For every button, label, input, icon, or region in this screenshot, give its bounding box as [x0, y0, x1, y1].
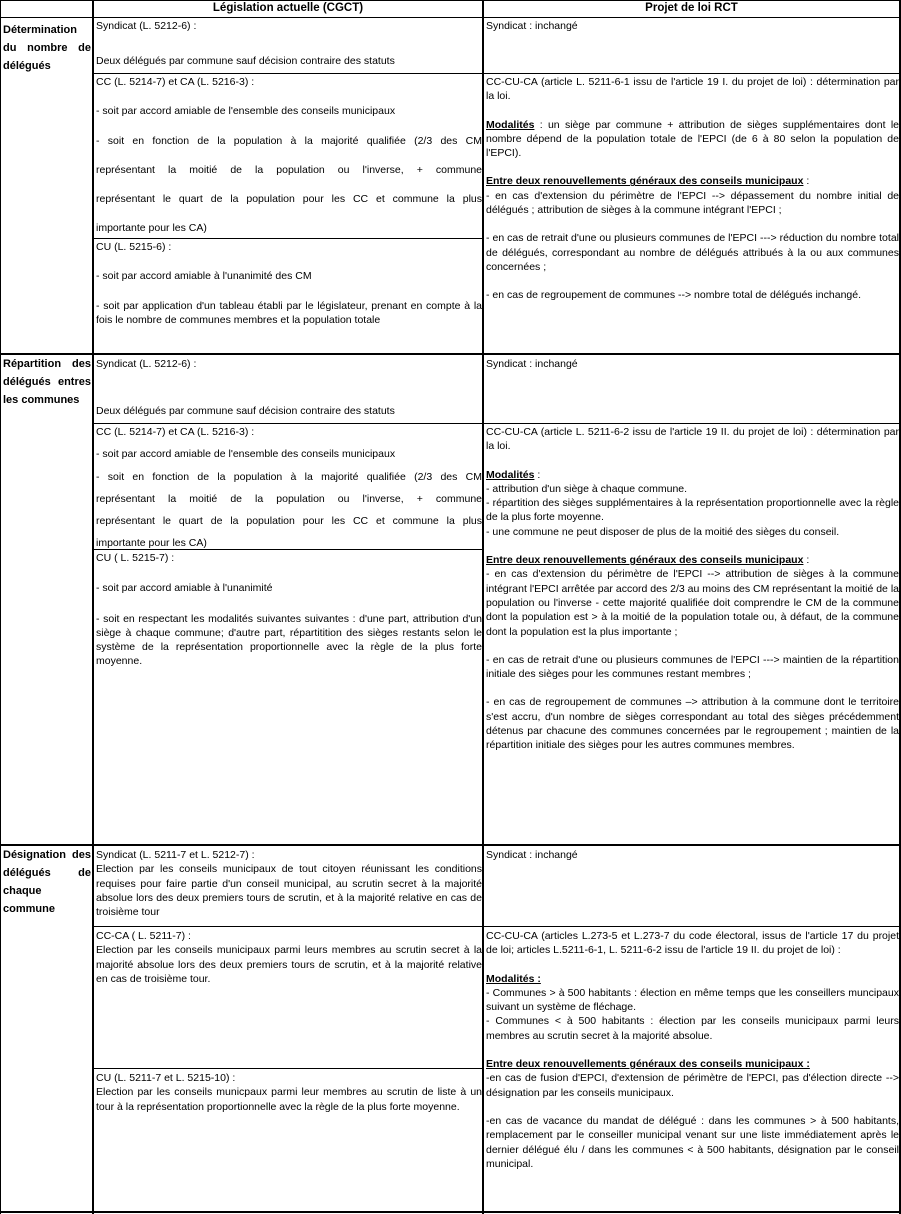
cell-line: - soit en fonction de la population à la majorité qualifiée (2/3 des CM — [96, 134, 482, 147]
list-item: - en cas de retrait d'une ou plusieurs communes de l'EPCI ---> maintien de la répartition initiale des sièges pour les communes restant membres ; — [486, 653, 899, 681]
cell-text: Syndicat : inchangé — [486, 849, 578, 861]
cell-title: CC (L. 5214-7) et CA (L. 5216-3) : — [96, 76, 255, 88]
list-item: - en cas de regroupement de communes --> nombre total de délégués inchangé. — [486, 289, 862, 302]
project-syndicat — [486, 19, 898, 73]
list-item: -en cas de vacance du mandat de délégué : dans les communes > à 500 habitants, remplacement par le conseiller municipal venant sur une liste immédiatement après le dernier délégué élu / dans les communes < à 500 habitants, désignation par le conseil municipal. — [486, 1114, 899, 1170]
cell-line: - soit en respectant les modalités suivantes suivantes : d'une part, attribution d'un siège à chaque commune; d'autre part, répartitition des sièges restants selon le système de la représentation proportionnelle avec la règle de la plus forte moyenne. — [96, 612, 482, 668]
cell-line: représentant la moitié de la population ou l'inverse, + commune — [96, 492, 482, 505]
row-divider — [483, 926, 900, 927]
list-item: - en cas d'extension du périmètre de l'EPCI --> attribution de sièges à la commune intégrant l'EPCI arrêtée par accord des 2/3 au moins des CM représentant la moitié de la population ou l'inverse - cette majorité qualifiée doit comprendre le CM de la commune dont la population est > à la moitié de la population totale ou, à défaut, de la commune dont la population est la plus importante ; — [486, 568, 899, 638]
cell-line: - soit par accord amiable de l'ensemble des conseils municipaux — [96, 105, 396, 118]
modalites-label: Modalités — [486, 118, 535, 131]
cell-line: Deux délégués par commune sauf décision contraire des statuts — [96, 55, 395, 68]
project-cc-cu-ca — [486, 929, 899, 1211]
cell-line: - soit en fonction de la population à la majorité qualifiée (2/3 des CM — [96, 470, 482, 483]
row-divider — [93, 1068, 483, 1069]
cell-line: Election par les conseils municpaux parmi leur membres au scrutin de liste à un tour à la représentation proportionnelle avec la règle de la plus forte moyenne. — [96, 1086, 482, 1113]
col-divider-1 — [92, 0, 94, 1214]
cell-title: Syndicat (L. 5212-6) : — [96, 20, 197, 32]
row-divider — [93, 423, 483, 424]
entre-label: Entre deux renouvellements généraux des conseils municipaux — [486, 175, 804, 188]
current-cc-ca — [96, 929, 482, 1068]
row-divider — [93, 238, 483, 239]
row-divider — [93, 926, 483, 927]
current-syndicat — [96, 848, 482, 926]
section-label: Détermination du nombre de délégués — [3, 24, 91, 72]
modalites-text: : un siège par commune + attribution de sièges supplémentaires dont le nombre dépend de la population totale de l'EPCI (de 6 à 80 selon la population de l'EPCI). — [486, 118, 899, 160]
row-divider — [93, 549, 483, 550]
cell-line: - soit par accord amiable de l'ensemble des conseils municipaux — [96, 448, 396, 461]
list-item: - en cas de regroupement de communes –> attribution à la commune dont le territoire s'est accru, d'un nombre de sièges correspondant au total des sièges précédemment détenus par chacune des communes concernées par le regroupement ; maintien de la répartition initiale des sièges pour les autres communes membres. — [486, 696, 899, 752]
cell-line: Election par les conseils municipaux de tout citoyen réunissant les conditions requises pour faire partie d'un conseil municipal, au scrutin secret à la majorité absolue lors des deux premiers tours de scrutin, et à la majorité relative en cas de troisième tour — [96, 863, 482, 919]
intro-text: CC-CU-CA (article L. 5211-6-1 issu de l'article 19 I. du projet de loi) : détermination par la loi. — [486, 76, 899, 103]
cell-line: - soit par application d'un tableau établi par le législateur, prenant en compte à la fois le nombre de communes membres et la population totale — [96, 299, 482, 326]
list-item: - attribution d'un siège à chaque commune. — [486, 482, 688, 495]
cell-line: importante pour les CA) — [96, 537, 207, 549]
section-label: Répartition des délégués entres les communes — [3, 358, 91, 406]
current-cu — [96, 240, 482, 352]
row-divider — [483, 423, 900, 424]
modalites-text: : — [534, 468, 541, 481]
list-item: - Communes < à 500 habitants : élection par les conseils municipaux parmi leurs membres au scrutin secret à la majorité absolue. — [486, 1015, 899, 1042]
cell-title: CC-CA ( L. 5211-7) : — [96, 930, 191, 942]
border-bottom — [0, 1211, 901, 1213]
cell-text: Syndicat : inchangé — [486, 20, 578, 32]
current-cc-ca — [96, 75, 482, 238]
cell-title: CU ( L. 5215-7) : — [96, 552, 175, 564]
header-divider — [0, 17, 901, 18]
current-syndicat — [96, 19, 482, 73]
cell-title: CU (L. 5211-7 et L. 5215-10) : — [96, 1072, 236, 1084]
col-divider-2 — [482, 0, 484, 1214]
cell-line: - soit par accord amiable à l'unanimité des CM — [96, 270, 312, 283]
intro-text: CC-CU-CA (articles L.273-5 et L.273-7 du code électoral, issus de l'article 17 du projet de loi; articles L.5211-6-1, L. 5211-6-2 issu de l'article 19 II. du projet de loi) : — [486, 930, 899, 957]
cell-title: CC (L. 5214-7) et CA (L. 5216-3) : — [96, 426, 255, 438]
project-cc-cu-ca: CC-CU-CA (article L. 5211-6-1 issu de l'article 19 I. du projet de loi) : détermination par la loi. Modalités : un siège par commune + attribution de sièges supplémentaires dont le nombre dépend de la population totale de l'EPCI (de 6 à 80 selon la population de l'EPCI). Entre deux renouvellements généraux des conseils municipaux : - en cas d'extension du périmètre de l'EPCI --> dépassement du nombre initial de délégués ; attribution de sièges à la commune intégrant l'EPCI ; - en cas de retrait d'une ou plusieurs communes de l'EPCI ---> réduction du nombre total de délégués, correspondant au nombre de délégués attribués à la ou aux communes concernées ; - en cas de regroupement de communes --> nombre total de délégués inchangé. — [486, 76, 899, 302]
list-item: - en cas de retrait d'une ou plusieurs communes de l'EPCI ---> réduction du nombre total de délégués, correspondant au nombre de délégués attribués à la ou aux communes concernées ; — [486, 232, 899, 273]
cell-line: représentant la moitié de la population ou l'inverse, + commune — [96, 163, 482, 176]
section-divider-1 — [0, 353, 901, 355]
project-syndicat — [486, 848, 898, 926]
cell-title: Syndicat (L. 5211-7 et L. 5212-7) : — [96, 849, 255, 861]
row-divider — [93, 73, 483, 74]
current-cu — [96, 1071, 482, 1211]
list-item: -en cas de fusion d'EPCI, d'extension de périmètre de l'EPCI, pas d'élection directe --> désignation par les conseils municipaux. — [486, 1072, 899, 1099]
cell-line: importante pour les CA) — [96, 222, 207, 235]
row-divider — [483, 73, 900, 74]
entre-label: Entre deux renouvellements généraux des conseils municipaux : — [486, 1058, 810, 1071]
cell-line: Election par les conseils municipaux parmi leurs membres au scrutin secret à la majorité absolue lors des deux premiers tours de scrutin, et à la majorité relative en cas de troisième tour. — [96, 944, 482, 985]
cell-line: Deux délégués par commune sauf décision contraire des statuts — [96, 405, 395, 418]
current-cc-ca — [96, 425, 482, 549]
list-item: - une commune ne peut disposer de plus de la moitié des sièges du conseil. — [486, 525, 840, 538]
list-item: - Communes > à 500 habitants : élection en même temps que les conseillers muncipaux suivant un système de fléchage. — [486, 986, 899, 1014]
section-divider-2 — [0, 844, 901, 846]
border-left — [0, 0, 1, 1214]
cell-line: représentant le quart de la population pour les CC et commune la plus — [96, 515, 482, 528]
intro-text: CC-CU-CA (article L. 5211-6-2 issu de l'article 19 II. du projet de loi) : détermination par la loi. — [486, 426, 899, 453]
cell-line: représentant le quart de la population pour les CC et commune la plus — [96, 193, 482, 206]
project-cc-cu-ca: CC-CU-CA (article L. 5211-6-2 issu de l'article 19 II. du projet de loi) : détermination par la loi. Modalités : - attribution d'un siège à chaque commune. - répartition des sièges supplémentaires à la représentation proportionnelle avec la règle de la plus forte moyenne. - une commune ne peut disposer de plus de la moitié des sièges du conseil. Entre deux renouvellements généraux des conseils municipaux : - en cas d'extension du périmètre de l'EPCI --> attribution de sièges à la commune intégrant l'EPCI arrêtée par accord des 2/3 au moins des CM représentant la moitié de la population ou l'inverse - cette majorité qualifiée doit comprendre le CM de la commune dont la population est > à la moitié de la population totale ou, à défaut, de la commune dont la population est la plus importante ; - en cas de retrait d'une ou plusieurs communes de l'EPCI ---> maintien de la répartition initiale des sièges pour les communes restant membres ; - en cas de regroupement de communes –> attribution à la commune dont le territoire s'est accru, d'un nombre de sièges correspondant au total des sièges précédemment détenus par chacune des communes concernées par le regroupement ; maintien de la répartition initiale des sièges pour les autres communes membres. — [486, 426, 899, 752]
header-col-current: Législation actuelle (CGCT) — [212, 2, 364, 14]
modalites-label: Modalités : — [486, 972, 541, 985]
entre-label: Entre deux renouvellements généraux des conseils municipaux — [486, 554, 804, 567]
current-syndicat — [96, 357, 482, 423]
list-item: - en cas d'extension du périmètre de l'EPCI --> dépassement du nombre initial de délégués ; attribution de sièges à la commune intégrant l'EPCI ; — [486, 189, 899, 217]
cell-text: Syndicat : inchangé — [486, 358, 578, 370]
project-syndicat — [486, 357, 898, 423]
section-label: Désignation des délégués de chaque commune — [3, 849, 91, 915]
cell-title: CU (L. 5215-6) : — [96, 241, 172, 253]
modalites-label: Modalités — [486, 468, 535, 481]
current-cu — [96, 551, 482, 843]
header-col-project: Projet de loi RCT — [645, 2, 738, 14]
cell-line: - soit par accord amiable à l'unanimité — [96, 582, 273, 595]
cell-title: Syndicat (L. 5212-6) : — [96, 358, 197, 370]
list-item: - répartition des sièges supplémentaires à la représentation proportionnelle avec la règle de la plus forte moyenne. — [486, 497, 899, 524]
